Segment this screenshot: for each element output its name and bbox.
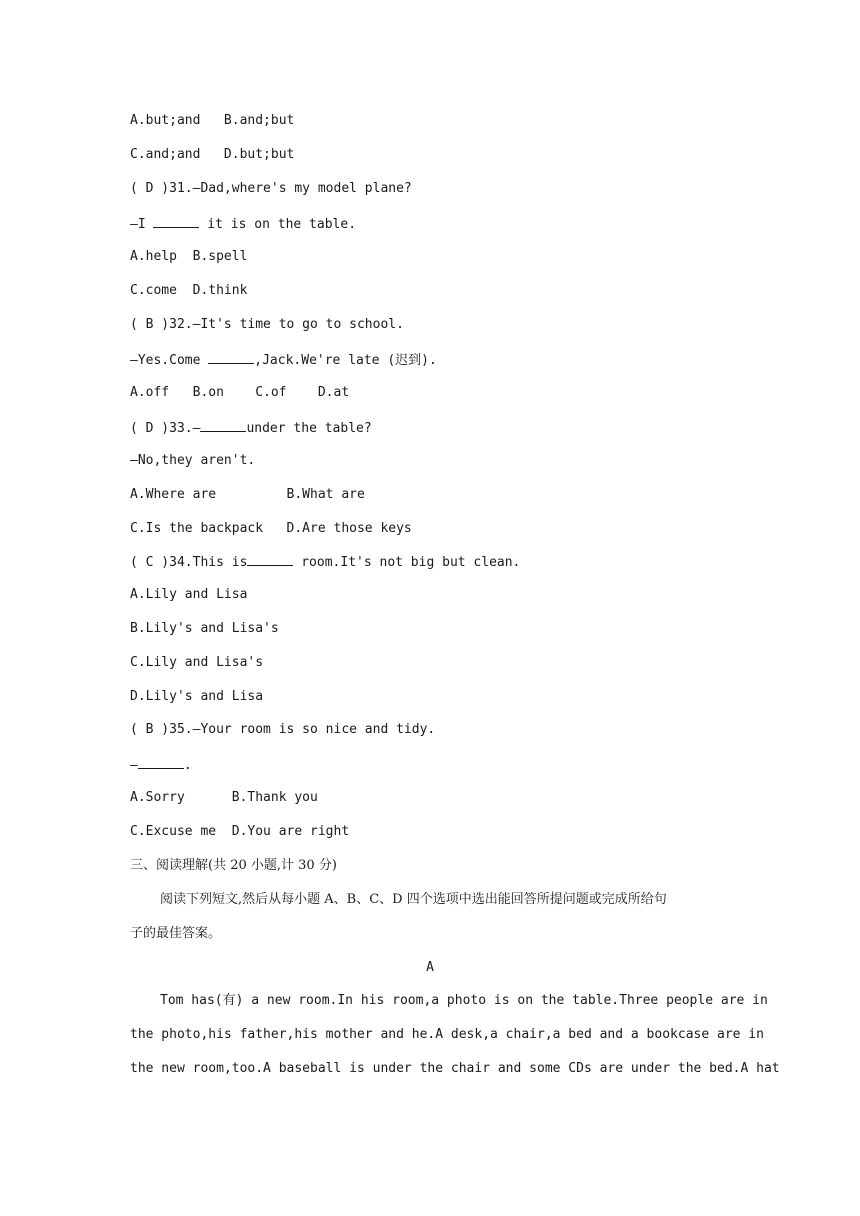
q35-options-ab: A.Sorry B.Thank you: [130, 790, 318, 805]
q35-stem: ( B )35.—Your room is so nice and tidy.: [130, 722, 436, 737]
answer-blank: [153, 214, 199, 228]
q30-options-ab: A.but;and B.and;but: [130, 113, 295, 128]
q34-stem-pre: ( C )34.This is: [130, 555, 248, 570]
q33-stem: [130, 418, 372, 438]
q34-option-c: C.Lily and Lisa's: [130, 655, 264, 670]
q35-options-cd: C.Excuse me D.You are right: [130, 824, 350, 839]
q34-option-d: D.Lily's and Lisa: [130, 689, 264, 704]
q32-reply: [130, 350, 437, 370]
answer-blank: [247, 552, 293, 566]
q34-option-b: B.Lily's and Lisa's: [130, 621, 279, 636]
q30-options-cd: C.and;and D.but;but: [130, 147, 295, 162]
passage-label: A: [426, 960, 434, 975]
passage-line-3: the new room,too.A baseball is under the chair and some CDs are under the bed.A hat: [130, 1061, 780, 1076]
q31-reply-pre: —I: [130, 217, 154, 232]
q34-option-a: A.Lily and Lisa: [130, 587, 248, 602]
q34-stem: [130, 552, 520, 572]
q34-stem-post: room.It's not big but clean.: [293, 555, 521, 570]
q31-options-cd: C.come D.think: [130, 283, 248, 298]
passage-line-2: the photo,his father,his mother and he.A desk,a chair,a bed and a bookcase are in: [130, 1027, 764, 1042]
section-instruction-line-1: 阅读下列短文,然后从每小题 A、B、C、D 四个选项中选出能回答所提问题或完成所给句: [160, 892, 667, 907]
q32-reply-pre: —Yes.Come: [130, 353, 209, 368]
answer-blank: [138, 755, 184, 769]
q33-options-cd: C.Is the backpack D.Are those keys: [130, 521, 412, 536]
q35-reply: [130, 755, 192, 775]
q31-reply: [130, 214, 356, 234]
q35-reply-post: .: [183, 758, 192, 773]
passage-line-1: Tom has(有) a new room.In his room,a photo is on the table.Three people are in: [160, 993, 768, 1008]
section-instruction-line-2: 子的最佳答案。: [130, 926, 222, 941]
q35-reply-pre: —: [130, 758, 138, 773]
q33-stem-pre: ( D )33.—: [130, 421, 201, 436]
q31-reply-post: it is on the table.: [199, 217, 357, 232]
q32-stem: ( B )32.—It's time to go to school.: [130, 317, 404, 332]
answer-blank: [208, 350, 254, 364]
q31-stem: ( D )31.—Dad,where's my model plane?: [130, 181, 412, 196]
q32-reply-post: ,Jack.We're late (迟到).: [254, 353, 437, 368]
q33-stem-post: under the table?: [246, 421, 372, 436]
q33-options-ab: A.Where are B.What are: [130, 487, 365, 502]
q33-reply: —No,they aren't.: [130, 453, 256, 468]
q32-options: A.off B.on C.of D.at: [130, 385, 350, 400]
section-heading: 三、阅读理解(共 20 小题,计 30 分): [130, 858, 337, 873]
q31-options-ab: A.help B.spell: [130, 249, 248, 264]
answer-blank: [200, 418, 246, 432]
